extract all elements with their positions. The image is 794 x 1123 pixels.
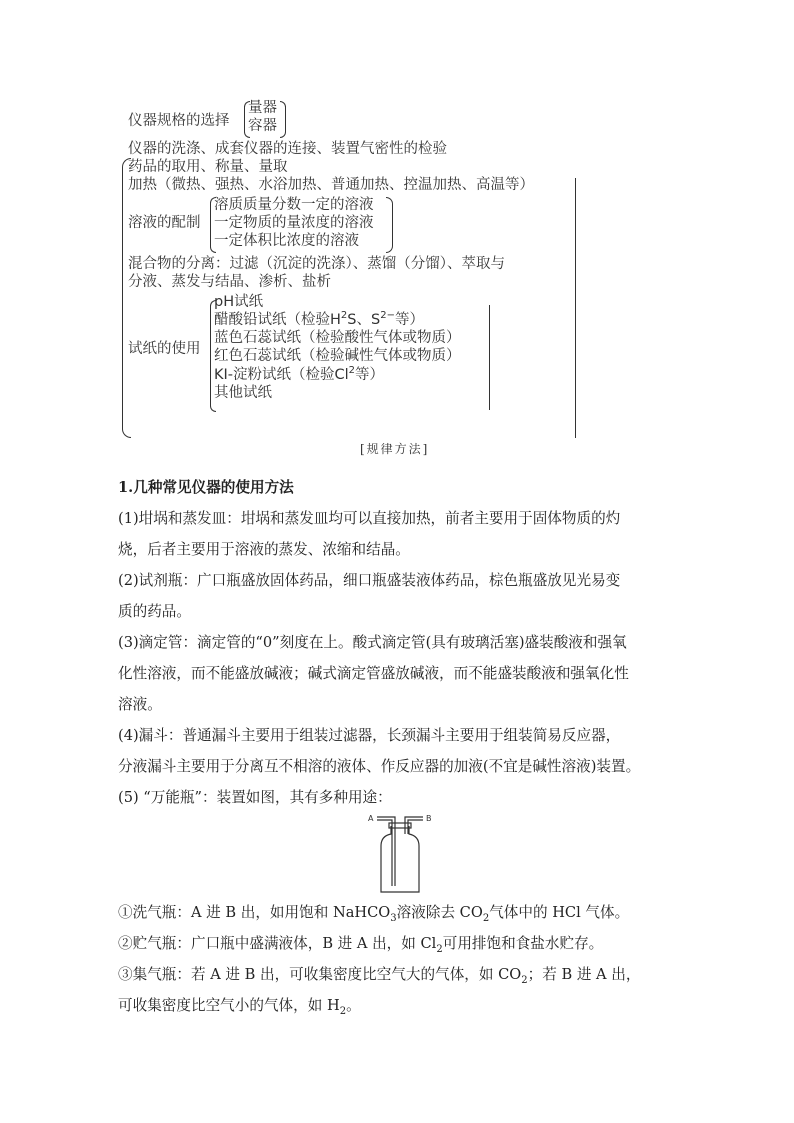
section-heading: 1.几种常见仪器的使用方法 [118, 479, 294, 496]
figure-label-a: A [368, 814, 374, 823]
paragraph-line: (1)坩埚和蒸发皿：坩埚和蒸发皿均可以直接加热，前者主要用于固体物质的灼 [118, 510, 621, 527]
paper-item: 醋酸铅试纸（检验$H^2S$、$S^{2-}$等） [214, 310, 424, 328]
solution-right-brace [386, 197, 393, 253]
usage-line: 可收集密度比空气小的气体，如 $H_2$。 [118, 997, 361, 1017]
solution-item: 一定体积比浓度的溶液 [214, 233, 359, 249]
paragraph-line: (4)漏斗：普通漏斗主要用于组装过滤器，长颈漏斗主要用于组装简易反应器， [118, 727, 621, 744]
separation-line2: 分液、蒸发与结晶、渗析、盐析 [128, 274, 331, 290]
paper-item: 红色石蕊试纸（检验碱性气体或物质） [214, 348, 461, 364]
paper-item: KI-淀粉试纸（检验Cl$^2$等） [214, 365, 385, 383]
outline-line3: 药品的取用、称量、量取 [128, 159, 288, 175]
outline-right-line [575, 178, 576, 438]
paragraph-line: (5) “万能瓶”：装置如图，其有多种用途： [118, 789, 392, 806]
paper-item: pH试纸 [214, 294, 264, 310]
solution-item: 溶质质量分数一定的溶液 [214, 197, 374, 213]
paragraph-line: 烧，后者主要用于溶液的蒸发、浓缩和结晶。 [118, 541, 410, 558]
paragraph-line: 化性溶液，而不能盛放碱液；碱式滴定管盛放碱液，而不能盛装酸液和强氧化性 [118, 665, 629, 682]
method-title: [规律方法] [360, 442, 430, 456]
solution-item: 一定物质的量浓度的溶液 [214, 215, 374, 231]
solution-label: 溶液的配制 [128, 215, 201, 231]
usage-line: ①洗气瓶：A 进 B 出，如用饱和 NaHCO$_3$溶液除去 $CO_2$气体中的 HCl 气体。 [118, 904, 630, 924]
usage-line: ③集气瓶：若 A 进 B 出，可收集密度比空气大的气体，如 $CO_2$；若 B 进 A 出， [118, 966, 641, 986]
outline-line2: 仪器的洗涤、成套仪器的连接、装置气密性的检验 [128, 141, 447, 157]
choice-right-brace [280, 101, 286, 138]
outline-left-brace [122, 158, 131, 438]
outline-choice1: 量器 [248, 100, 277, 116]
outline-line4: 加热（微热、强热、水浴加热、普通加热、控温加热、高温等） [128, 177, 534, 193]
paragraph-line: (2)试剂瓶：广口瓶盛放固体药品，细口瓶盛装液体药品，棕色瓶盛放见光易变 [118, 572, 621, 589]
separation-line1: 混合物的分离：过滤（沉淀的洗涤）、蒸馏（分馏）、萃取与 [128, 256, 505, 272]
paper-label: 试纸的使用 [128, 341, 201, 357]
paragraph-line: (3)滴定管：滴定管的“0”刻度在上。酸式滴定管(具有玻璃活塞)盛装酸液和强氧 [118, 634, 627, 651]
paper-item: 其他试纸 [214, 385, 272, 401]
paper-item: 蓝色石蕊试纸（检验酸性气体或物质） [214, 330, 461, 346]
paragraph-line: 溶液。 [118, 696, 162, 713]
figure-label-b: B [426, 814, 432, 823]
paragraph-line: 质的药品。 [118, 603, 191, 620]
wide-mouth-bottle-figure [365, 812, 435, 896]
usage-line: ②贮气瓶：广口瓶中盛满液体，B 进 A 出，如 $Cl_2$可用排饱和食盐水贮存。 [118, 935, 604, 955]
outline-line1: 仪器规格的选择 [128, 113, 230, 129]
paper-right-line [489, 305, 490, 410]
paragraph-line: 分液漏斗主要用于分离互不相溶的液体、作反应器的加液(不宜是碱性溶液)装置。 [118, 758, 641, 775]
outline-choice2: 容器 [248, 118, 277, 134]
